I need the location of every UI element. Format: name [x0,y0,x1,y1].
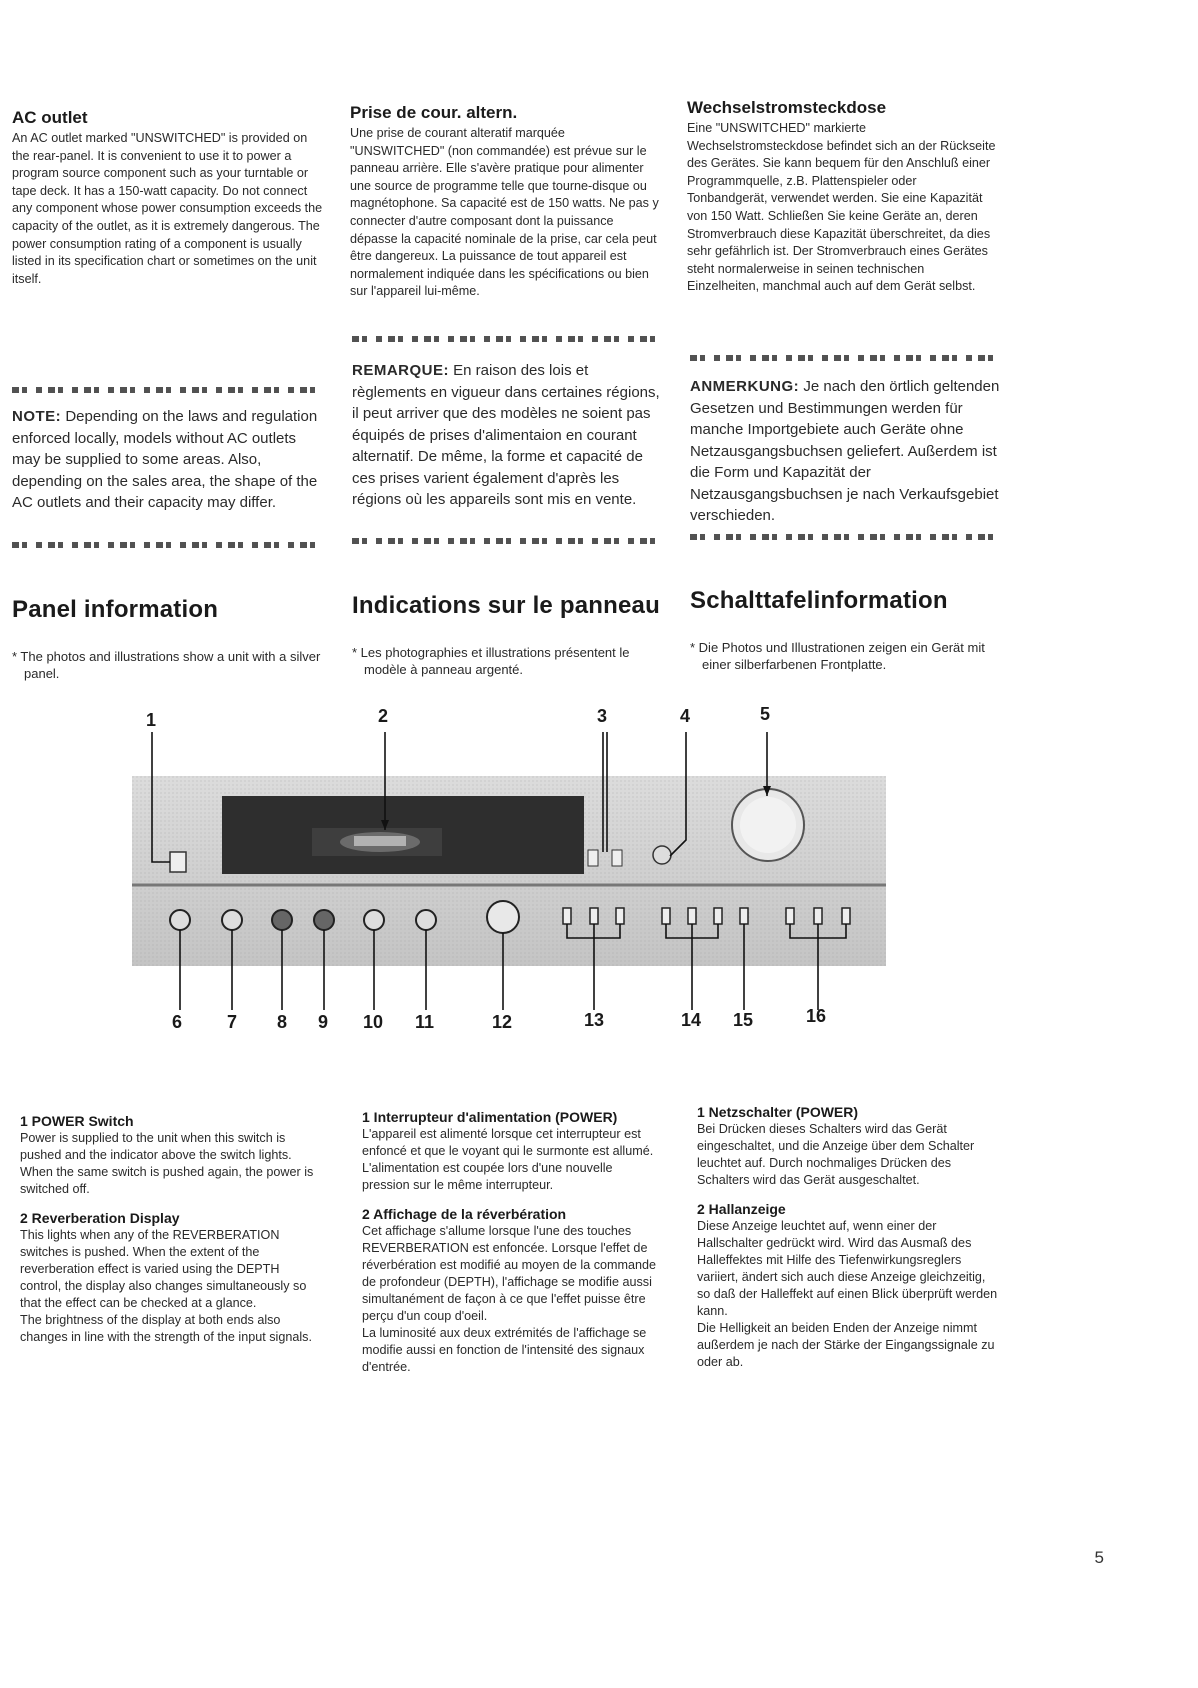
tone-knob-small [653,846,671,864]
note-rule-top-en [12,387,324,393]
note-en [12,406,328,514]
callout-4: 4 [680,706,691,726]
callout-5: 5 [760,704,771,724]
callout-15: 15 [733,1010,754,1030]
button-14a [662,908,670,924]
speaker-switch-a [588,850,598,866]
button-16c [842,908,850,924]
item-2-body-en: This lights when any of the REVERBERATION switches is pushed. When the extent of the reverberation effect is varied using the DEPTH control, the display also changes simultaneously so that the effect can be checked at a glance. [20,1228,307,1310]
knob-7 [222,910,242,930]
items-de [697,1104,999,1371]
note-label-de: ANMERKUNG: [690,378,800,395]
item-1-title-fr: 1 Interrupteur d'alimentation (POWER) [362,1109,618,1125]
callout-14: 14 [681,1010,702,1030]
items-fr [362,1109,660,1376]
panel-info-en [12,596,332,682]
note-fr [352,360,664,511]
button-13c [616,908,624,924]
callout-10: 10 [363,1012,384,1032]
ac-outlet-body-de: Eine "UNSWITCHED" markierte Wechselstromsteckdose befindet sich an der Rückseite des Gerätes. Sie kann bequem für den Anschluß einer Programmquelle, z.B. Plattenspieler oder Tonbandgerät, verwendet werden. Sie eine Kapazität von 150 Watt. Schließen Sie keine Geräte an, deren Stromverbrauch diese Kapazität überschreitet, da dies sehr gefährlich ist. Der Stromverbrauch eines Gerätes steht normalerweise in seinen technischen Einzelheiten, manchmal auch auf dem Gerät selbst. [687,121,996,294]
panel-title-de: Schalttafelinformation [690,587,948,614]
note-rule-top-de [690,355,1002,361]
speaker-switch-b [612,850,622,866]
balance-knob [487,901,519,933]
item-1-title-de: 1 Netzschalter (POWER) [697,1104,859,1120]
page-number: 5 [1094,1548,1104,1567]
note-rule-bottom-en [12,542,324,548]
callout-13: 13 [584,1010,605,1030]
panel-sub-fr: * Les photographies et illustrations présentent le modèle à panneau argenté. [352,645,630,677]
note-rule-bottom-de [690,534,1002,540]
callout-12: 12 [492,1012,513,1032]
ac-outlet-title-fr: Prise de cour. altern. [350,103,518,122]
power-switch [170,852,186,872]
note-rule-bottom-fr [352,538,660,544]
item-2-body2-en: The brightness of the display at both ends also changes in line with the strength of the input signals. [20,1313,312,1344]
note-de [690,376,1002,527]
ac-outlet-fr [350,103,660,301]
button-14c [714,908,722,924]
note-label-en: NOTE: [12,408,62,425]
knob-9 [314,910,334,930]
panel-info-de [690,587,1010,673]
note-body-fr: En raison des lois et règlements en vigueur dans certaines régions, il peut arriver que des modèles ne soient pas équipés de prises d'alimentaion en courant alternatif. De même, la forme et capacité de ces prises varient également d'après les régions où les appareils sont mis en vente. [352,362,660,508]
item-2-body-fr: Cet affichage s'allume lorsque l'une des touches REVERBERATION est enfoncée. Lorsque l'effet de réverbération est modifié au moyen de la commande de profondeur (DEPTH), l'affichage se modifie aussi simultanément de façon à ce que l'effet puisse être perçu d'un coup d'oeil. [362,1224,657,1323]
knob-8 [272,910,292,930]
knob-10 [364,910,384,930]
ac-outlet-body-fr: Une prise de courant alteratif marquée "UNSWITCHED" (non commandée) est prévue sur le panneau arrière. Elle s'avère pratique pour alimenter une source de programme telle que tourne-disque ou magnétophone. Sa capacité est de 150 watts. Ne pas y connecter d'autre composant dont la puissance dépasse la capacité nominale de la prise, car cela peut être dangereux. La puissance de tout appareil est normalement indiquée dans les spécifications ou bien sur l'appareil lui-même. [350,126,659,299]
item-2-body-de: Diese Anzeige leuchtet auf, wenn einer der Hallschalter gedrückt wird. Wird das Ausmaß des Halleffektes mit Hilfe des Tiefenwirkungsreglers variiert, ändert sich auch diese Anzeige gleichzeitig, so daß der Halleffekt auf einen Blick überprüft werden kann. [697,1219,998,1318]
item-2-body2-fr: La luminosité aux deux extrémités de l'affichage se modifie aussi en fonction de l'intensité des signaux d'entrée. [362,1326,647,1374]
item-1-title-en: 1 POWER Switch [20,1113,134,1129]
item-1-body-de: Bei Drücken dieses Schalters wird das Gerät eingeschaltet, und die Anzeige über dem Schalter leuchtet auf. Durch nochmaliges Drücken des Schalters wird das Gerät ausgeschaltet. [697,1122,975,1187]
panel-info-fr [352,592,672,678]
ac-outlet-de [687,98,999,296]
button-15 [740,908,748,924]
callout-9: 9 [318,1012,329,1032]
knob-6 [170,910,190,930]
callout-6: 6 [172,1012,183,1032]
note-rule-top-fr [352,336,660,342]
callout-2: 2 [378,706,389,726]
button-13a [563,908,571,924]
callout-8: 8 [277,1012,288,1032]
button-16a [786,908,794,924]
panel-sub-de: * Die Photos und Illustrationen zeigen ein Gerät mit einer silberfarbenen Frontplatte. [690,640,985,672]
panel-sub-en: * The photos and illustrations show a unit with a silver panel. [12,649,321,681]
callout-7: 7 [227,1012,238,1032]
panel-title-fr: Indications sur le panneau [352,592,660,619]
items-en [20,1113,320,1346]
item-2-title-de: 2 Hallanzeige [697,1201,786,1217]
callout-3: 3 [597,706,608,726]
callout-1: 1 [146,710,157,730]
item-1-body-fr: L'appareil est alimenté lorsque cet interrupteur est enfoncé et que le voyant qui le surmonte est allumé. L'alimentation est coupée lors d'une nouvelle pression sur le même interrupteur. [362,1127,654,1192]
note-label-fr: REMARQUE: [352,362,449,379]
item-2-body2-de: Die Helligkeit an beiden Enden der Anzeige nimmt außerdem je nach der Stärke der Eingangssignale zu oder ab. [697,1321,995,1369]
callout-11: 11 [415,1012,435,1032]
ac-outlet-title-en: AC outlet [12,108,88,127]
callout-16: 16 [806,1006,827,1026]
button-16b [814,908,822,924]
item-2-title-en: 2 Reverberation Display [20,1210,180,1226]
knob-11 [416,910,436,930]
ac-outlet-title-de: Wechselstromsteckdose [687,98,887,117]
note-body-en: Depending on the laws and regulation enforced locally, models without AC outlets may be supplied to some areas. Also, depending on the sales area, the shape of the AC outlets and their capacity may differ. [12,408,318,511]
item-2-title-fr: 2 Affichage de la réverbération [362,1206,567,1222]
button-13b [590,908,598,924]
panel-title-en: Panel information [12,596,219,623]
note-body-de: Je nach den örtlich geltenden Gesetzen und Bestimmungen werden für manche Importgebiete auch Geräte ohne Netzausgangsbuchsen geliefert. Außerdem ist die Form und Kapazität der Netzausgangsbuchsen je nach Verkaufsgebiet verschieden. [690,378,1000,524]
ac-outlet-en [12,108,324,288]
ac-outlet-body-en: An AC outlet marked "UNSWITCHED" is provided on the rear-panel. It is convenient to use it to power a program source component such as your turntable or tape deck. It has a 150-watt capacity. Do not connect any component whose power consumption exceeds the capacity of the outlet, as it is extremely dangerous. The power consumption rating of a component is usually listed in its specification chart or sometimes on the unit itself. [12,131,323,286]
item-1-body-en: Power is supplied to the unit when this switch is pushed and the indicator above the switch lights. When the same switch is pushed again, the power is switched off. [20,1131,314,1196]
button-14b [688,908,696,924]
